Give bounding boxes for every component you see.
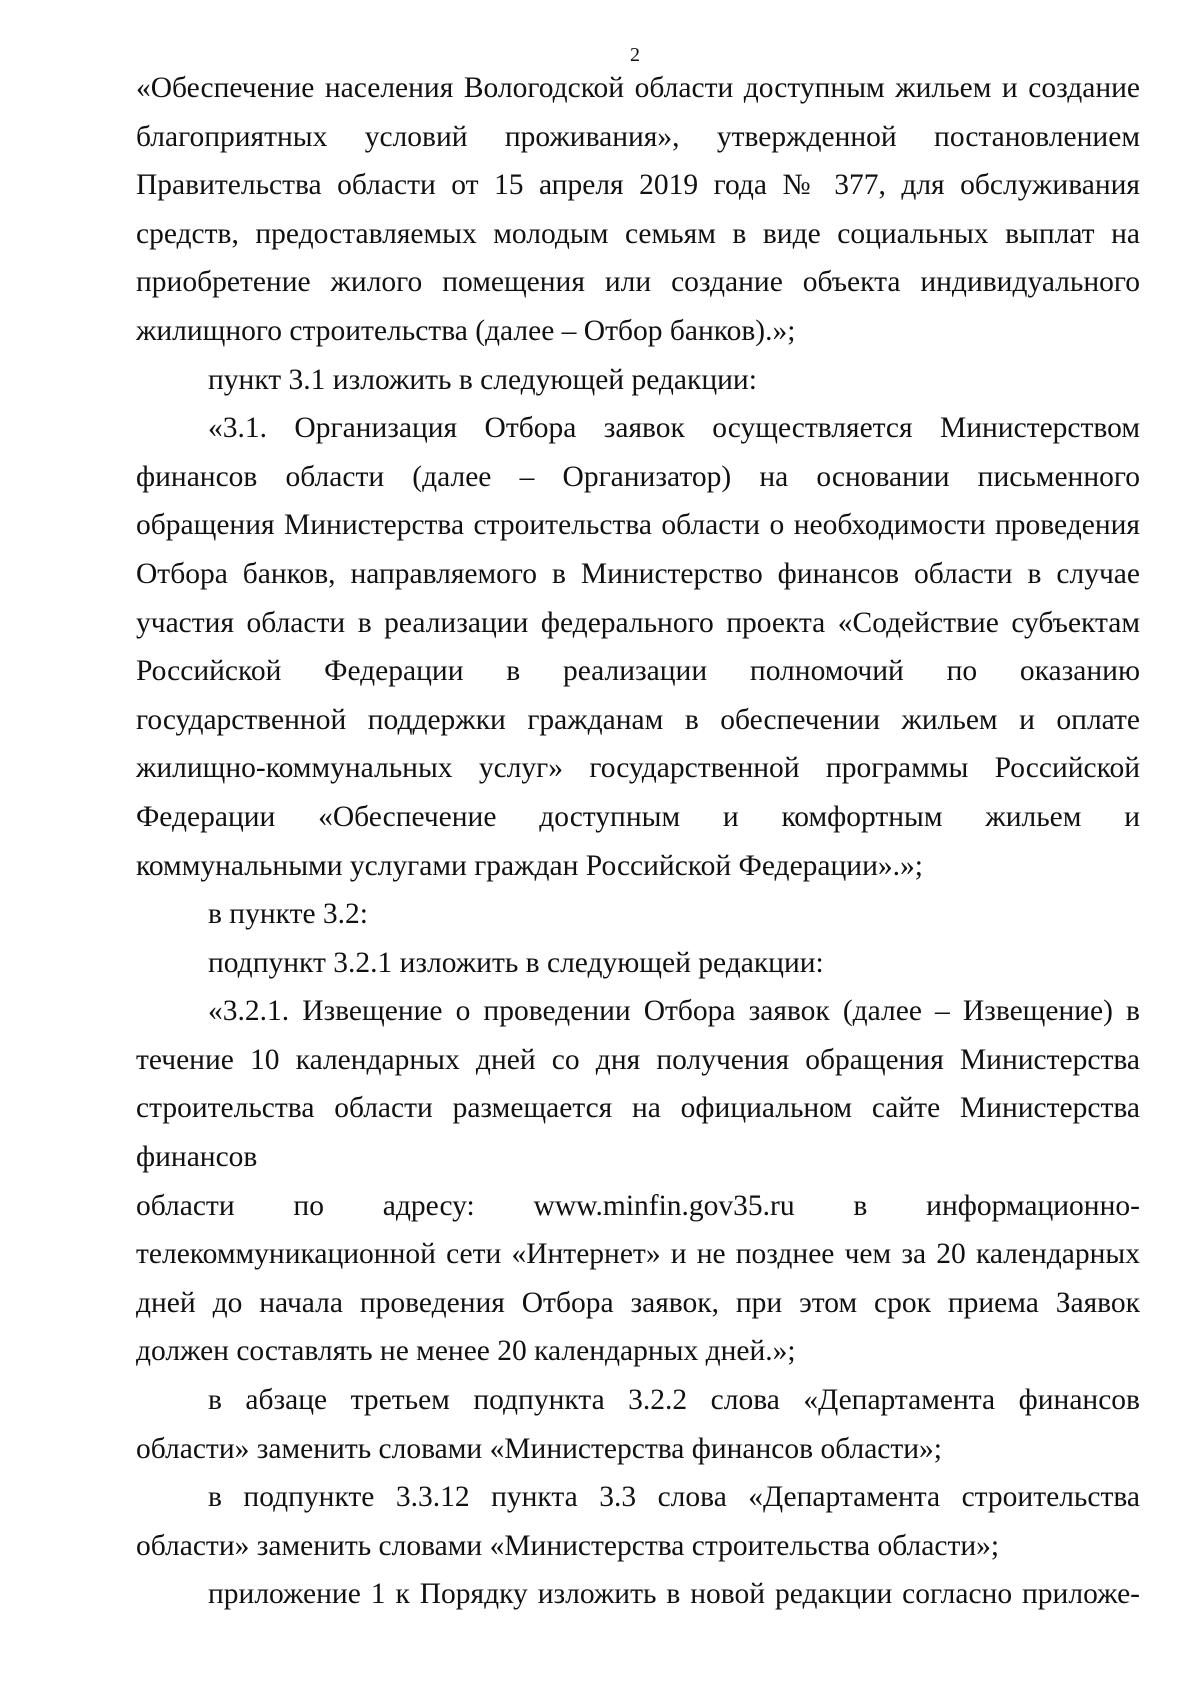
subclause-3-2-1-text-start: «3.2.1. Извещение о проведении Отбора заявок (далее – Извещение) в течение 10 календарных дней со дня получения обращения Министерства строительства области размещается на официальном сайте Министерства финансов: [136, 995, 1140, 1174]
paragraph-clause-3-2: в пункте 3.2:: [208, 898, 369, 931]
address-word: по: [293, 1189, 324, 1222]
paragraph-clause-3-1-instruction: пункт 3.1 изложить в следующей редакции:: [208, 363, 757, 396]
address-word: адресу:: [382, 1189, 475, 1222]
document-body: [136, 64, 1140, 1619]
website-address: www.minfin.gov35.ru: [533, 1189, 795, 1222]
paragraph-subclause-3-2-1-instruction: подпункт 3.2.1 изложить в следующей редакции:: [208, 946, 824, 979]
paragraph-subclause-3-2-1-text: [136, 987, 1140, 1376]
paragraph-appendix-1: приложение 1 к Порядку изложить в новой редакции согласно приложе-: [208, 1578, 1140, 1611]
address-word: области: [136, 1189, 235, 1222]
page-number: 2: [630, 44, 640, 66]
subclause-3-2-1-text-end: телекоммуникационной сети «Интернет» и не позднее чем за 20 календарных дней до начала проведения Отбора заявок, при этом срок приема Заявок должен составлять не менее 20 календарных дней.»;: [136, 1238, 1140, 1368]
address-word: информационно-: [926, 1189, 1140, 1222]
paragraph-subclause-3-3-12: в подпункте 3.3.12 пункта 3.3 слова «Департамента строительства области» заменить словами «Министерства строительства области»;: [136, 1481, 1140, 1562]
paragraph-program-name: «Обеспечение населения Вологодской области доступным жильем и создание благоприятных условий проживания», утвержденной постановлением Правительства области от 15 апреля 2019 года № 377, для обслуживания средств, предоставляемых молодым семьям в виде социальных выплат на приобретение жилого помещения или создание объекта индивидуального жилищного строительства (далее – Отбор банков).»;: [136, 72, 1140, 347]
address-word: в: [853, 1189, 868, 1222]
paragraph-subclause-3-2-2: в абзаце третьем подпункта 3.2.2 слова «Департамента финансов области» заменить словами «Министерства финансов области»;: [136, 1384, 1140, 1465]
subclause-3-2-1-address-line: [136, 1182, 1140, 1231]
paragraph-clause-3-1-text: «3.1. Организация Отбора заявок осуществляется Министерством финансов области (далее – Организатор) на основании письменного обращения Министерства строительства области о необходимости проведения Отбора банков, направляемого в Министерство финансов области в случае участия области в реализации федерального проекта «Содействие субъектам Российской Федерации в реализации полномочий по оказанию государственной поддержки гражданам в обеспечении жильем и оплате жилищно-коммунальных услуг» государственной программы Российской Федерации «Обеспечение доступным и комфортным жильем и коммунальными услугами граждан Российской Федерации».»;: [136, 412, 1140, 882]
